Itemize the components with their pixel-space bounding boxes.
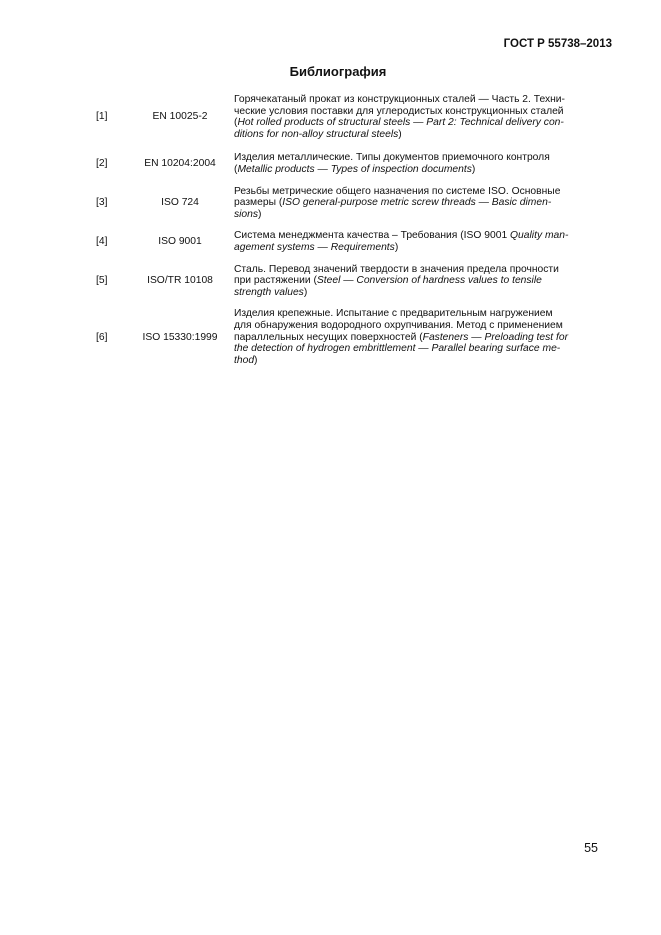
description-line: Горячекатаный прокат из конструкционных сталей — Часть 2. Техни- — [234, 94, 565, 105]
entry-code: ISO 9001 — [158, 236, 202, 248]
entry-description — [234, 308, 590, 366]
entry-code: EN 10204:2004 — [144, 158, 216, 170]
description-line: sions) — [234, 208, 262, 220]
entry-code: ISO 724 — [161, 197, 199, 209]
entry-code: ISO/TR 10108 — [147, 275, 213, 287]
entry-description — [234, 186, 590, 221]
description-line: Изделия металлические. Типы документов приемочного контроля — [234, 152, 550, 164]
bibliography-entry — [0, 94, 661, 140]
description-line: Резьбы метрические общего назначения по системе ISO. Основные — [234, 185, 561, 197]
bibliography-entry — [0, 308, 661, 366]
description-line: agement systems — Requirements) — [234, 241, 399, 253]
bibliography-entry — [0, 186, 661, 221]
entry-description — [234, 94, 590, 140]
entry-description — [234, 230, 590, 253]
description-line: (Metallic products — Types of inspection documents) — [234, 163, 476, 175]
entry-code: ISO 15330:1999 — [142, 331, 218, 343]
entry-code: EN 10025-2 — [152, 111, 208, 123]
description-line: strength values) — [234, 286, 308, 298]
entry-number: [5] — [96, 275, 108, 287]
entry-number: [6] — [96, 331, 108, 343]
entry-description — [234, 152, 590, 175]
description-line: Сталь. Перевод значений твердости в значения предела прочности — [234, 263, 559, 275]
description-line: the detection of hydrogen embrittlement — Parallel bearing surface me- — [234, 343, 561, 355]
entry-description — [234, 264, 590, 299]
standard-code: ГОСТ Р 55738–2013 — [503, 38, 612, 50]
description-line: для обнаружения водородного охрупчивания. Метод с применением — [234, 319, 563, 331]
page-title: Библиография — [289, 64, 387, 79]
description-line: thod) — [234, 354, 258, 366]
description-line: Система менеджмента качества – Требования (ISO 9001 Quality man- — [234, 230, 569, 242]
bibliography-list — [0, 94, 661, 366]
description-line: при растяжении (Steel — Conversion of hardness values to tensile — [234, 275, 542, 287]
bibliography-entry — [0, 264, 661, 299]
description-line: параллельных несущих поверхностей (Fasteners — Preloading test for — [234, 331, 569, 343]
description-line: размеры (ISO general-purpose metric screw threads — Basic dimen- — [234, 197, 552, 209]
description-line: ческие условия поставки для углеродистых конструкционных сталей — [234, 105, 564, 117]
entry-number: [4] — [96, 236, 108, 248]
entry-number: [3] — [96, 197, 108, 209]
description-line: (Hot rolled products of structural steels — Part 2: Technical delivery con- — [234, 117, 564, 129]
entry-number: [2] — [96, 158, 108, 170]
entry-number: [1] — [96, 111, 108, 123]
bibliography-entry — [0, 230, 661, 253]
description-line: ditions for non-alloy structural steels) — [234, 128, 402, 140]
bibliography-entry — [0, 152, 661, 175]
page-number: 55 — [584, 841, 598, 855]
description-line: Изделия крепежные. Испытание с предварительным нагружением — [234, 308, 553, 320]
